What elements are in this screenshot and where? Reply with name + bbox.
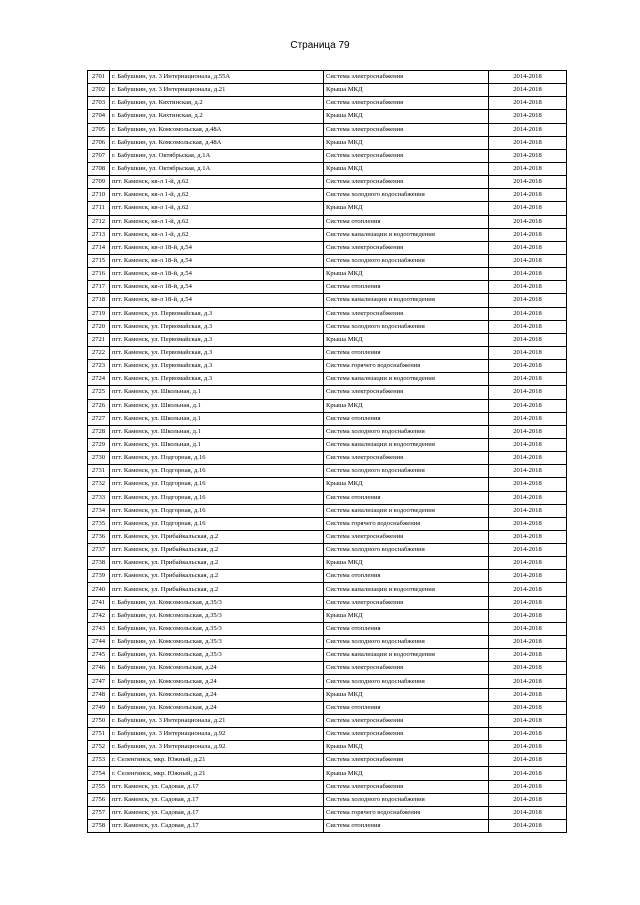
row-number: 2731 <box>88 465 110 478</box>
row-address: пгт. Каменск, ул. Подгорная, д.16 <box>110 465 324 478</box>
row-number: 2702 <box>88 84 110 97</box>
row-period: 2014-2018 <box>489 570 567 583</box>
row-address: пгт. Каменск, ул. Прибайкальская, д.2 <box>110 583 324 596</box>
row-period: 2014-2018 <box>489 530 567 543</box>
row-address: г. Селенгинск, мкр. Южный, д.21 <box>110 767 324 780</box>
row-number: 2754 <box>88 767 110 780</box>
row-address: пгт. Каменск, ул. Садовая, д.17 <box>110 793 324 806</box>
row-number: 2749 <box>88 701 110 714</box>
row-number: 2713 <box>88 228 110 241</box>
row-system: Система электроснабжения <box>324 123 489 136</box>
table-row <box>88 215 567 228</box>
table-row <box>88 254 567 267</box>
row-period: 2014-2018 <box>489 780 567 793</box>
row-period: 2014-2018 <box>489 675 567 688</box>
row-period: 2014-2018 <box>489 504 567 517</box>
table-row <box>88 228 567 241</box>
row-system: Система отопления <box>324 215 489 228</box>
row-number: 2748 <box>88 688 110 701</box>
row-address: пгт. Каменск, ул. Первомайская, д.3 <box>110 373 324 386</box>
row-system: Система электроснабжения <box>324 97 489 110</box>
row-address: пгт. Каменск, кв-л 18-й, д.54 <box>110 254 324 267</box>
row-system: Система холодного водоснабжения <box>324 189 489 202</box>
table-row <box>88 596 567 609</box>
table-row <box>88 465 567 478</box>
row-system: Система электроснабжения <box>324 452 489 465</box>
row-address: пгт. Каменск, кв-л 18-й, д.54 <box>110 294 324 307</box>
row-system: Система отопления <box>324 701 489 714</box>
row-system: Крыша МКД <box>324 478 489 491</box>
row-period: 2014-2018 <box>489 360 567 373</box>
row-number: 2721 <box>88 333 110 346</box>
row-system: Система канализации и водоотведения <box>324 228 489 241</box>
row-number: 2704 <box>88 110 110 123</box>
row-number: 2740 <box>88 583 110 596</box>
row-system: Система холодного водоснабжения <box>324 320 489 333</box>
table-row <box>88 373 567 386</box>
table-row <box>88 294 567 307</box>
row-period: 2014-2018 <box>489 820 567 833</box>
table-row <box>88 636 567 649</box>
table-row <box>88 360 567 373</box>
row-number: 2715 <box>88 254 110 267</box>
row-address: г. Бабушкин, ул. Комсомольская, д.48А <box>110 123 324 136</box>
row-number: 2725 <box>88 386 110 399</box>
row-address: пгт. Каменск, кв-л 1-й, д.62 <box>110 228 324 241</box>
table-row <box>88 701 567 714</box>
row-number: 2717 <box>88 281 110 294</box>
table-row <box>88 517 567 530</box>
table-row <box>88 281 567 294</box>
table-row <box>88 189 567 202</box>
row-number: 2714 <box>88 241 110 254</box>
row-system: Система отопления <box>324 820 489 833</box>
row-address: г. Селенгинск, мкр. Южный, д.21 <box>110 754 324 767</box>
row-number: 2751 <box>88 728 110 741</box>
row-period: 2014-2018 <box>489 478 567 491</box>
row-system: Система холодного водоснабжения <box>324 793 489 806</box>
row-period: 2014-2018 <box>489 596 567 609</box>
row-number: 2756 <box>88 793 110 806</box>
table-row <box>88 530 567 543</box>
table-row <box>88 622 567 635</box>
row-address: пгт. Каменск, ул. Прибайкальская, д.2 <box>110 570 324 583</box>
table-row <box>88 728 567 741</box>
table-row <box>88 793 567 806</box>
row-system: Система отопления <box>324 491 489 504</box>
row-system: Система электроснабжения <box>324 714 489 727</box>
row-system: Крыша МКД <box>324 84 489 97</box>
table-row <box>88 241 567 254</box>
row-address: пгт. Каменск, ул. Школьная, д.1 <box>110 399 324 412</box>
row-address: г. Бабушкин, ул. Октябрьская, д.1А <box>110 162 324 175</box>
row-period: 2014-2018 <box>489 149 567 162</box>
row-address: пгт. Каменск, кв-л 1-й, д.62 <box>110 202 324 215</box>
table-row <box>88 162 567 175</box>
row-number: 2711 <box>88 202 110 215</box>
table-body <box>88 71 567 833</box>
row-address: г. Бабушкин, ул. Кяхтинская, д.2 <box>110 110 324 123</box>
row-system: Система электроснабжения <box>324 754 489 767</box>
row-period: 2014-2018 <box>489 517 567 530</box>
row-system: Система холодного водоснабжения <box>324 425 489 438</box>
row-address: пгт. Каменск, ул. Прибайкальская, д.2 <box>110 557 324 570</box>
table-row <box>88 557 567 570</box>
row-system: Система холодного водоснабжения <box>324 636 489 649</box>
row-number: 2719 <box>88 307 110 320</box>
row-system: Система электроснабжения <box>324 149 489 162</box>
row-period: 2014-2018 <box>489 162 567 175</box>
row-system: Система отопления <box>324 346 489 359</box>
row-number: 2722 <box>88 346 110 359</box>
row-address: г. Бабушкин, ул. Комсомольская, д.35/3 <box>110 622 324 635</box>
row-number: 2707 <box>88 149 110 162</box>
table-row <box>88 333 567 346</box>
row-period: 2014-2018 <box>489 281 567 294</box>
row-system: Система канализации и водоотведения <box>324 438 489 451</box>
row-system: Система электроснабжения <box>324 307 489 320</box>
row-system: Система канализации и водоотведения <box>324 649 489 662</box>
row-address: пгт. Каменск, ул. Садовая, д.17 <box>110 780 324 793</box>
row-address: пгт. Каменск, ул. Прибайкальская, д.2 <box>110 530 324 543</box>
row-system: Крыша МКД <box>324 202 489 215</box>
page-header: Страница 79 <box>290 40 350 51</box>
table-row <box>88 123 567 136</box>
row-address: пгт. Каменск, ул. Школьная, д.1 <box>110 438 324 451</box>
table-row <box>88 110 567 123</box>
row-period: 2014-2018 <box>489 452 567 465</box>
row-period: 2014-2018 <box>489 399 567 412</box>
row-period: 2014-2018 <box>489 84 567 97</box>
row-address: пгт. Каменск, ул. Подгорная, д.16 <box>110 517 324 530</box>
row-number: 2701 <box>88 71 110 84</box>
row-period: 2014-2018 <box>489 438 567 451</box>
row-number: 2724 <box>88 373 110 386</box>
row-address: г. Бабушкин, ул. Комсомольская, д.24 <box>110 688 324 701</box>
row-period: 2014-2018 <box>489 123 567 136</box>
row-number: 2735 <box>88 517 110 530</box>
row-system: Система отопления <box>324 412 489 425</box>
row-system: Крыша МКД <box>324 557 489 570</box>
row-address: пгт. Каменск, ул. Подгорная, д.16 <box>110 478 324 491</box>
row-number: 2712 <box>88 215 110 228</box>
row-address: г. Бабушкин, ул. 3 Интернационала, д.92 <box>110 728 324 741</box>
row-system: Система отопления <box>324 281 489 294</box>
row-address: пгт. Каменск, ул. Прибайкальская, д.2 <box>110 544 324 557</box>
table-row <box>88 662 567 675</box>
table-row <box>88 478 567 491</box>
row-number: 2706 <box>88 136 110 149</box>
row-system: Крыша МКД <box>324 741 489 754</box>
row-period: 2014-2018 <box>489 741 567 754</box>
row-address: г. Бабушкин, ул. Комсомольская, д.35/3 <box>110 609 324 622</box>
repair-schedule-table <box>87 70 567 833</box>
row-system: Система отопления <box>324 622 489 635</box>
row-address: г. Бабушкин, ул. Комсомольская, д.35/3 <box>110 649 324 662</box>
row-system: Система горячего водоснабжения <box>324 806 489 819</box>
row-address: пгт. Каменск, кв-л 1-й, д.62 <box>110 176 324 189</box>
row-period: 2014-2018 <box>489 701 567 714</box>
row-period: 2014-2018 <box>489 136 567 149</box>
table-row <box>88 544 567 557</box>
row-address: пгт. Каменск, ул. Школьная, д.1 <box>110 425 324 438</box>
row-system: Система электроснабжения <box>324 728 489 741</box>
row-period: 2014-2018 <box>489 649 567 662</box>
row-system: Крыша МКД <box>324 268 489 281</box>
row-address: пгт. Каменск, ул. Первомайская, д.3 <box>110 360 324 373</box>
row-period: 2014-2018 <box>489 767 567 780</box>
row-system: Система отопления <box>324 570 489 583</box>
row-period: 2014-2018 <box>489 728 567 741</box>
row-address: г. Бабушкин, ул. Комсомольская, д.48А <box>110 136 324 149</box>
row-system: Система канализации и водоотведения <box>324 294 489 307</box>
row-number: 2745 <box>88 649 110 662</box>
row-system: Система электроснабжения <box>324 176 489 189</box>
row-address: пгт. Каменск, кв-л 1-й, д.62 <box>110 215 324 228</box>
row-system: Система электроснабжения <box>324 71 489 84</box>
row-period: 2014-2018 <box>489 688 567 701</box>
row-number: 2710 <box>88 189 110 202</box>
row-number: 2718 <box>88 294 110 307</box>
row-address: г. Бабушкин, ул. Комсомольская, д.35/3 <box>110 596 324 609</box>
table-row <box>88 412 567 425</box>
table-row <box>88 649 567 662</box>
row-period: 2014-2018 <box>489 583 567 596</box>
row-period: 2014-2018 <box>489 636 567 649</box>
row-system: Система электроснабжения <box>324 530 489 543</box>
row-period: 2014-2018 <box>489 215 567 228</box>
row-period: 2014-2018 <box>489 386 567 399</box>
row-address: г. Бабушкин, ул. Комсомольская, д.24 <box>110 701 324 714</box>
row-number: 2741 <box>88 596 110 609</box>
row-number: 2723 <box>88 360 110 373</box>
table-row <box>88 675 567 688</box>
row-system: Система электроснабжения <box>324 241 489 254</box>
row-number: 2746 <box>88 662 110 675</box>
row-address: г. Бабушкин, ул. 3 Интернационала, д.21 <box>110 714 324 727</box>
row-number: 2732 <box>88 478 110 491</box>
row-number: 2703 <box>88 97 110 110</box>
row-address: г. Бабушкин, ул. 3 Интернационала, д.55А <box>110 71 324 84</box>
table-row <box>88 741 567 754</box>
row-period: 2014-2018 <box>489 254 567 267</box>
row-period: 2014-2018 <box>489 662 567 675</box>
row-address: пгт. Каменск, ул. Первомайская, д.3 <box>110 333 324 346</box>
row-period: 2014-2018 <box>489 176 567 189</box>
row-address: пгт. Каменск, кв-л 1-й, д.62 <box>110 189 324 202</box>
row-period: 2014-2018 <box>489 333 567 346</box>
row-period: 2014-2018 <box>489 320 567 333</box>
row-system: Крыша МКД <box>324 136 489 149</box>
row-address: пгт. Каменск, ул. Школьная, д.1 <box>110 386 324 399</box>
row-period: 2014-2018 <box>489 793 567 806</box>
row-number: 2747 <box>88 675 110 688</box>
row-address: пгт. Каменск, ул. Садовая, д.17 <box>110 820 324 833</box>
row-number: 2716 <box>88 268 110 281</box>
row-number: 2752 <box>88 741 110 754</box>
table-row <box>88 583 567 596</box>
table-row <box>88 491 567 504</box>
row-address: пгт. Каменск, кв-л 18-й, д.54 <box>110 241 324 254</box>
row-number: 2737 <box>88 544 110 557</box>
table-row <box>88 176 567 189</box>
row-address: г. Бабушкин, ул. 3 Интернационала, д.92 <box>110 741 324 754</box>
row-system: Система канализации и водоотведения <box>324 583 489 596</box>
row-number: 2744 <box>88 636 110 649</box>
row-address: пгт. Каменск, ул. Садовая, д.17 <box>110 806 324 819</box>
row-number: 2742 <box>88 609 110 622</box>
table-row <box>88 504 567 517</box>
row-system: Система электроснабжения <box>324 596 489 609</box>
row-period: 2014-2018 <box>489 609 567 622</box>
row-address: пгт. Каменск, ул. Подгорная, д.16 <box>110 491 324 504</box>
row-period: 2014-2018 <box>489 714 567 727</box>
row-system: Система холодного водоснабжения <box>324 254 489 267</box>
row-system: Система холодного водоснабжения <box>324 675 489 688</box>
row-system: Крыша МКД <box>324 609 489 622</box>
row-period: 2014-2018 <box>489 307 567 320</box>
row-period: 2014-2018 <box>489 491 567 504</box>
row-number: 2705 <box>88 123 110 136</box>
row-address: пгт. Каменск, ул. Подгорная, д.16 <box>110 452 324 465</box>
row-system: Крыша МКД <box>324 399 489 412</box>
table-row <box>88 767 567 780</box>
row-address: пгт. Каменск, ул. Первомайская, д.3 <box>110 346 324 359</box>
row-number: 2726 <box>88 399 110 412</box>
table-row <box>88 806 567 819</box>
table-row <box>88 425 567 438</box>
row-number: 2708 <box>88 162 110 175</box>
table-row <box>88 346 567 359</box>
row-address: г. Бабушкин, ул. 3 Интернационала, д.21 <box>110 84 324 97</box>
row-system: Система горячего водоснабжения <box>324 360 489 373</box>
table-row <box>88 149 567 162</box>
row-number: 2730 <box>88 452 110 465</box>
row-address: пгт. Каменск, кв-л 18-й, д.54 <box>110 281 324 294</box>
table-row <box>88 438 567 451</box>
row-system: Крыша МКД <box>324 688 489 701</box>
row-system: Крыша МКД <box>324 767 489 780</box>
table-row <box>88 714 567 727</box>
table-row <box>88 307 567 320</box>
table-row <box>88 452 567 465</box>
row-number: 2733 <box>88 491 110 504</box>
row-period: 2014-2018 <box>489 412 567 425</box>
row-period: 2014-2018 <box>489 228 567 241</box>
row-number: 2729 <box>88 438 110 451</box>
table-row <box>88 386 567 399</box>
row-period: 2014-2018 <box>489 268 567 281</box>
row-period: 2014-2018 <box>489 557 567 570</box>
table-row <box>88 136 567 149</box>
table-row <box>88 202 567 215</box>
row-system: Крыша МКД <box>324 110 489 123</box>
row-system: Система холодного водоснабжения <box>324 465 489 478</box>
table-row <box>88 71 567 84</box>
row-number: 2739 <box>88 570 110 583</box>
row-number: 2743 <box>88 622 110 635</box>
row-period: 2014-2018 <box>489 346 567 359</box>
row-period: 2014-2018 <box>489 97 567 110</box>
row-address: пгт. Каменск, ул. Подгорная, д.16 <box>110 504 324 517</box>
row-period: 2014-2018 <box>489 806 567 819</box>
row-number: 2727 <box>88 412 110 425</box>
row-period: 2014-2018 <box>489 71 567 84</box>
row-number: 2757 <box>88 806 110 819</box>
row-system: Система канализации и водоотведения <box>324 504 489 517</box>
row-system: Система электроснабжения <box>324 780 489 793</box>
row-address: пгт. Каменск, ул. Школьная, д.1 <box>110 412 324 425</box>
row-system: Крыша МКД <box>324 333 489 346</box>
row-system: Система холодного водоснабжения <box>324 544 489 557</box>
row-period: 2014-2018 <box>489 754 567 767</box>
row-address: г. Бабушкин, ул. Октябрьская, д.1А <box>110 149 324 162</box>
row-number: 2758 <box>88 820 110 833</box>
row-address: пгт. Каменск, ул. Первомайская, д.3 <box>110 307 324 320</box>
row-address: пгт. Каменск, кв-л 18-й, д.54 <box>110 268 324 281</box>
row-period: 2014-2018 <box>489 294 567 307</box>
table-row <box>88 780 567 793</box>
row-number: 2728 <box>88 425 110 438</box>
row-period: 2014-2018 <box>489 241 567 254</box>
row-address: г. Бабушкин, ул. Кяхтинская, д.2 <box>110 97 324 110</box>
row-period: 2014-2018 <box>489 373 567 386</box>
row-system: Система электроснабжения <box>324 386 489 399</box>
row-address: г. Бабушкин, ул. Комсомольская, д.24 <box>110 662 324 675</box>
row-period: 2014-2018 <box>489 110 567 123</box>
row-number: 2736 <box>88 530 110 543</box>
table-row <box>88 754 567 767</box>
row-period: 2014-2018 <box>489 622 567 635</box>
row-address: пгт. Каменск, ул. Первомайская, д.3 <box>110 320 324 333</box>
row-number: 2755 <box>88 780 110 793</box>
table-row <box>88 399 567 412</box>
row-address: г. Бабушкин, ул. Комсомольская, д.24 <box>110 675 324 688</box>
row-period: 2014-2018 <box>489 425 567 438</box>
row-number: 2720 <box>88 320 110 333</box>
table-row <box>88 84 567 97</box>
table-row <box>88 97 567 110</box>
table-row <box>88 688 567 701</box>
table-row <box>88 320 567 333</box>
row-number: 2709 <box>88 176 110 189</box>
row-period: 2014-2018 <box>489 544 567 557</box>
table-row <box>88 268 567 281</box>
row-system: Система электроснабжения <box>324 662 489 675</box>
row-system: Крыша МКД <box>324 162 489 175</box>
row-number: 2753 <box>88 754 110 767</box>
row-number: 2738 <box>88 557 110 570</box>
table-row <box>88 609 567 622</box>
table-row <box>88 570 567 583</box>
row-period: 2014-2018 <box>489 202 567 215</box>
row-system: Система канализации и водоотведения <box>324 373 489 386</box>
row-system: Система горячего водоснабжения <box>324 517 489 530</box>
row-number: 2750 <box>88 714 110 727</box>
row-address: г. Бабушкин, ул. Комсомольская, д.35/3 <box>110 636 324 649</box>
row-period: 2014-2018 <box>489 465 567 478</box>
table-row <box>88 820 567 833</box>
row-period: 2014-2018 <box>489 189 567 202</box>
row-number: 2734 <box>88 504 110 517</box>
